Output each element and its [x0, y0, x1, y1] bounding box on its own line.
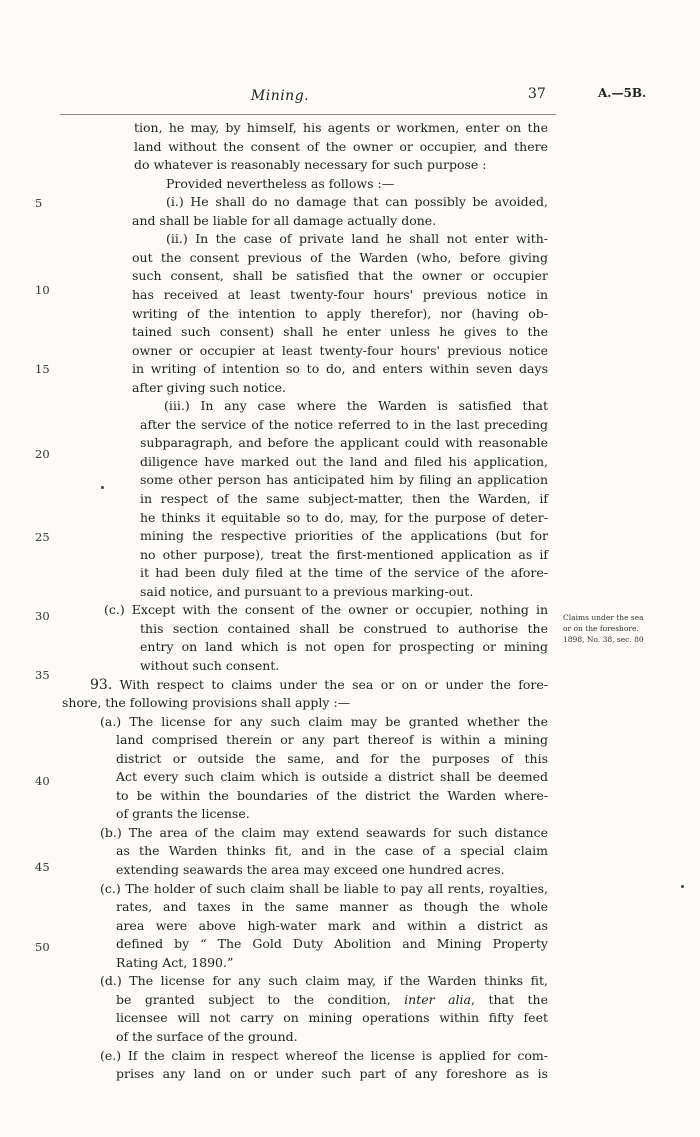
text-line: prises any land on or under such part of any foreshore as is [116, 1066, 548, 1082]
text-line: (c.) The holder of such claim shall be liable to pay all rents, royalties, [100, 880, 548, 896]
text-line: this section contained shall be construed to authorise the [140, 620, 548, 636]
text-line: mining the respective priorities of the applications (but for [140, 528, 548, 544]
text-line: Provided nevertheless as follows :— [166, 175, 395, 191]
margin-note-line: 1898, No. 38, sec. 80 [563, 635, 644, 644]
text-line: in respect of the same subject-matter, then the Warden, if [140, 491, 548, 506]
text-line: (d.) The license for any such claim may, if the Warden thinks fit, [100, 973, 548, 989]
line-number: 50 [35, 940, 50, 954]
text-line: as the Warden thinks fit, and in the case of a special claim [116, 843, 548, 859]
header-rule [60, 114, 556, 115]
line-number: 15 [35, 362, 50, 376]
text-line: (ii.) In the case of private land he shall not enter with- [166, 231, 548, 247]
text-line: rates, and taxes in the same manner as though the whole [116, 899, 548, 915]
text-line: to be within the boundaries of the district the Warden where- [116, 787, 548, 803]
text-line: 93. With respect to claims under the sea or on or under the fore- [90, 676, 548, 693]
section-number: 93. [90, 676, 113, 693]
line-number: 35 [35, 668, 50, 682]
line-number: 45 [35, 860, 50, 874]
text-line: no other purpose), treat the first-mentioned application as if [140, 546, 548, 562]
text-line: tion, he may, by himself, his agents or workmen, enter on the [134, 120, 548, 135]
text-line: do whatever is reasonably necessary for such purpose : [134, 157, 487, 173]
text-line: diligence have marked out the land and filed his application, [140, 453, 548, 469]
line-number: 30 [35, 609, 50, 623]
text-line: land without the consent of the owner or occupier, and there [134, 138, 548, 154]
italic-phrase: inter alia [404, 991, 472, 1007]
text-line: it had been duly filed at the time of the service of the afore- [140, 565, 548, 581]
text-line: (c.) Except with the consent of the owner or occupier, nothing in [104, 602, 548, 618]
text-line: shore, the following provisions shall apply :— [62, 695, 351, 711]
ink-speck [101, 486, 104, 489]
line-number: 20 [35, 447, 50, 461]
line-number: 5 [35, 196, 43, 210]
text-line: writing of the intention to apply therefor), nor (having ob- [132, 305, 548, 321]
line-number: 10 [35, 283, 50, 297]
text-line: (b.) The area of the claim may extend seawards for such distance [100, 824, 548, 840]
text-line: after giving such notice. [132, 379, 286, 395]
text-line: extending seawards the area may exceed one hundred acres. [116, 862, 505, 877]
text-line: out the consent previous of the Warden (who, before giving [132, 249, 548, 265]
page-number: 37 [528, 86, 546, 102]
text-line: defined by “ The Gold Duty Abolition and Mining Property [116, 936, 548, 952]
text-line: licensee will not carry on mining operations within fifty feet [116, 1010, 548, 1026]
text-line: entry on land which is not open for prospecting or mining [140, 639, 548, 655]
text-line: he thinks it equitable so to do, may, for the purpose of deter- [140, 509, 548, 525]
text-line: owner or occupier at least twenty-four hours' previous notice [132, 342, 548, 358]
text-line: tained such consent) shall he enter unless he gives to the [132, 324, 548, 340]
text-line: be granted subject to the condition, inter alia, that the [116, 991, 548, 1007]
margin-note-line: Claims under the sea [563, 613, 644, 622]
text-line: said notice, and pursuant to a previous marking-out. [140, 583, 474, 599]
text-line: (iii.) In any case where the Warden is satisfied that [164, 398, 548, 414]
line-number: 40 [35, 774, 50, 788]
text-line: of grants the license. [116, 806, 250, 822]
ink-speck [681, 885, 684, 888]
text-line: Rating Act, 1890.” [116, 954, 234, 970]
margin-note [563, 612, 683, 645]
text-line: Act every such claim which is outside a district shall be deemed [116, 769, 548, 785]
text-line: area were above high-water mark and within a district as [116, 917, 548, 933]
text-line: (a.) The license for any such claim may be granted whether the [100, 713, 548, 729]
running-title: Mining. [250, 88, 310, 104]
document-reference: A.—5B. [598, 86, 647, 100]
margin-note-line: or on the foreshore. [563, 624, 639, 633]
line-number: 25 [35, 530, 50, 544]
text-line: after the service of the notice referred to in the last preceding [140, 416, 548, 432]
text-line: land comprised therein or any part thereof is within a mining [116, 732, 548, 748]
text-line: (i.) He shall do no damage that can possibly be avoided, [166, 194, 548, 210]
text-line: has received at least twenty-four hours' previous notice in [132, 286, 548, 302]
text-line: some other person has anticipated him by filing an application [140, 472, 548, 488]
text-line: (e.) If the claim in respect whereof the license is applied for com- [100, 1047, 548, 1063]
text-line: and shall be liable for all damage actually done. [132, 212, 437, 228]
text-line: district or outside the same, and for the purposes of this [116, 750, 548, 766]
text-line: such consent, shall be satisfied that the owner or occupier [132, 268, 548, 284]
text-line: of the surface of the ground. [116, 1028, 298, 1044]
text-line: subparagraph, and before the applicant could with reasonable [140, 435, 548, 451]
text-line: in writing of intention so to do, and enters within seven days [132, 361, 548, 377]
text-line: without such consent. [140, 657, 280, 673]
